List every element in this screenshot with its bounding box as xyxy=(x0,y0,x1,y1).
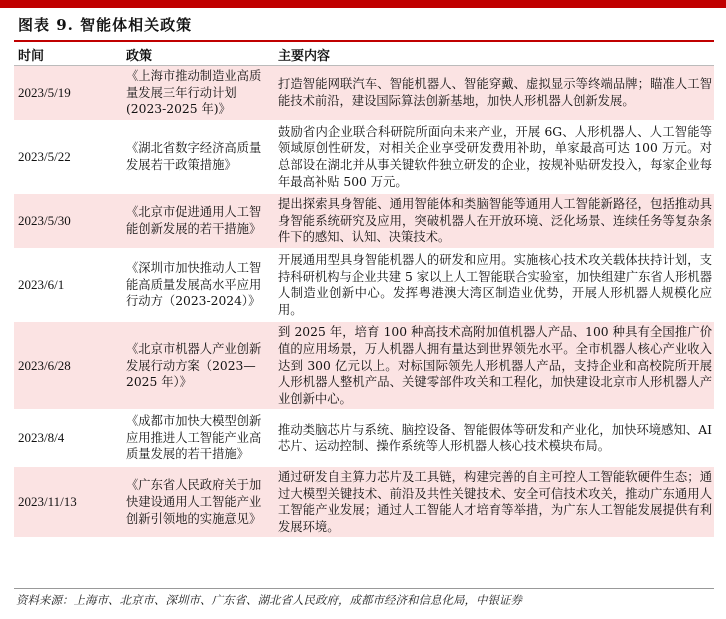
policy-table xyxy=(14,43,714,539)
table-row xyxy=(14,321,714,410)
row-policy: 《上海市推动制造业高质量发展三年行动计划(2023-2025 年)》 xyxy=(118,66,270,121)
row-date: 2023/8/4 xyxy=(14,410,118,466)
header-policy: 政策 xyxy=(118,43,270,66)
row-policy: 《成都市加快大模型创新应用推进人工智能产业高质量发展的若干措施》 xyxy=(118,410,270,466)
row-date: 2023/6/1 xyxy=(14,249,118,321)
table-bottom-divider xyxy=(14,588,714,589)
figure-title: 图表 9. 智能体相关政策 xyxy=(18,16,193,34)
row-policy: 《湖北省数字经济高质量发展若干政策措施》 xyxy=(118,121,270,193)
table-row xyxy=(14,193,714,249)
row-date: 2023/6/28 xyxy=(14,321,118,410)
source-note: 资料来源：上海市、北京市、深圳市、广东省、湖北省人民政府，成都市经济和信息化局，中银证券 xyxy=(16,593,522,607)
row-policy: 《北京市机器人产业创新发展行动方案（2023—2025 年）》 xyxy=(118,321,270,410)
row-date: 2023/11/13 xyxy=(14,466,118,538)
row-content: 推动类脑芯片与系统、脑控设备、智能假体等研发和产业化，加快环境感知、AI 芯片、运动控制、操作系统等人形机器人核心技术模块布局。 xyxy=(270,410,714,466)
table-row xyxy=(14,410,714,466)
header-content: 主要内容 xyxy=(270,43,714,66)
top-accent-bar xyxy=(0,0,726,8)
row-policy: 《广东省人民政府关于加快建设通用人工智能产业创新引领地的实施意见》 xyxy=(118,466,270,538)
row-content: 提出探索具身智能、通用智能体和类脑智能等通用人工智能新路径，包括推动具身智能系统研究及应用，突破机器人在开放环境、泛化场景、连续任务等复杂条件下的感知、认知、决策技术。 xyxy=(270,193,714,249)
row-date: 2023/5/30 xyxy=(14,193,118,249)
row-content: 打造智能网联汽车、智能机器人、智能穿戴、虚拟显示等终端品牌；瞄准人工智能技术前沿，建设国际算法创新基地，加快人形机器人创新发展。 xyxy=(270,66,714,121)
header-date: 时间 xyxy=(14,43,118,66)
row-content: 开展通用型具身智能机器人的研发和应用。实施核心技术攻关载体扶持计划，支持科研机构与企业共建 5 家以上人工智能联合实验室，加快组建广东省人形机器人制造业创新中心。发挥粤港澳大湾区制造业优势，开展人形机器人规模化应用。 xyxy=(270,249,714,321)
title-divider xyxy=(14,40,714,42)
table-row xyxy=(14,249,714,321)
row-date: 2023/5/22 xyxy=(14,121,118,193)
row-content: 到 2025 年，培育 100 种高技术高附加值机器人产品、100 种具有全国推广价值的应用场景，万人机器人拥有量达到世界领先水平。全市机器人核心产业收入达到 300 亿元以上。对标国际领先人形机器人产品，支持企业和高校院所开展人形机器人整机产品、关键零部件攻关和工程化，加快建设北京市人形机器人产业创新中心。 xyxy=(270,321,714,410)
row-policy: 《北京市促进通用人工智能创新发展的若干措施》 xyxy=(118,193,270,249)
row-content: 鼓励省内企业联合科研院所面向未来产业，开展 6G、人形机器人、人工智能等领域原创性研发，对相关企业享受研发费用补助，单家最高可达 100 万元。对总部设在湖北并从事关键软件独立研发的企业，按规补贴研发投入，每家企业每年最高补贴 500 万元。 xyxy=(270,121,714,193)
row-date: 2023/5/19 xyxy=(14,66,118,121)
table-header-row xyxy=(14,43,714,66)
row-content: 通过研发自主算力芯片及工具链，构建完善的自主可控人工智能软硬件生态；通过大模型关键技术、前沿及共性关键技术、安全可信技术攻关，推动广东通用人工智能产业发展；通过人工智能人才培育等举措，为广东人工智能发展提供有利发展环境。 xyxy=(270,466,714,538)
row-policy: 《深圳市加快推动人工智能高质量发展高水平应用行动方（2023-2024）》 xyxy=(118,249,270,321)
table-row xyxy=(14,121,714,193)
table-row xyxy=(14,466,714,538)
table-row xyxy=(14,66,714,121)
